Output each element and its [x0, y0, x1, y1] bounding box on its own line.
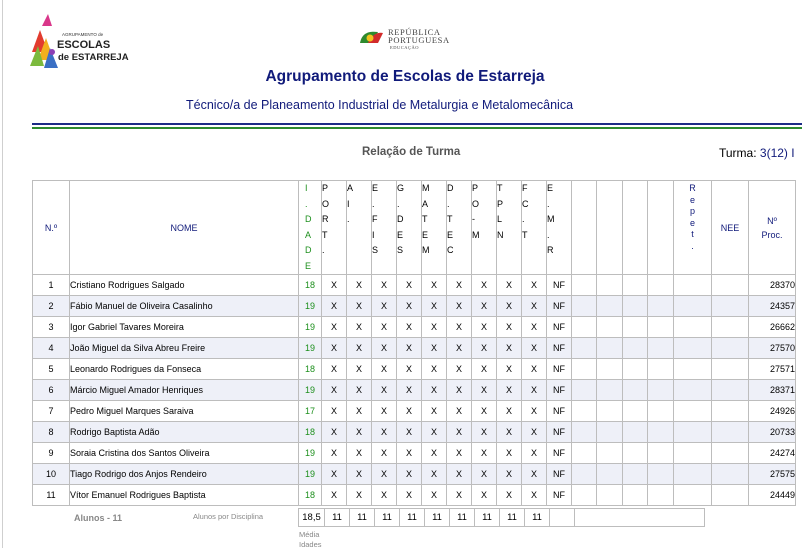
empty-cell: [597, 464, 623, 485]
empty-cell: [623, 338, 648, 359]
subject-mark: X: [372, 275, 397, 296]
col-header-subject: E . F I S: [372, 181, 397, 275]
subject-mark: X: [322, 359, 347, 380]
turma-label: Turma:: [719, 146, 757, 160]
subject-mark: X: [347, 401, 372, 422]
student-age: 18: [299, 359, 322, 380]
subject-count: 11: [525, 509, 550, 527]
process-number: 24274: [749, 443, 796, 464]
empty-cell: [648, 485, 674, 506]
subject-mark: NF: [547, 443, 572, 464]
subject-mark: X: [447, 338, 472, 359]
subject-mark: X: [347, 317, 372, 338]
header-rule-green: [32, 127, 802, 129]
turma-info: [719, 146, 795, 160]
empty-cell: [674, 317, 712, 338]
subject-mark: X: [397, 380, 422, 401]
empty-cell: [597, 296, 623, 317]
subject-mark: X: [497, 485, 522, 506]
empty-cell: [648, 401, 674, 422]
nee-cell: [712, 485, 749, 506]
empty-cell: [572, 401, 597, 422]
col-header-empty: [648, 181, 674, 275]
empty-cell: [623, 296, 648, 317]
student-name: Leonardo Rodrigues da Fonseca: [70, 359, 299, 380]
empty-cell: [572, 275, 597, 296]
col-header-proc: Nº Proc.: [749, 181, 796, 275]
subject-mark: X: [497, 338, 522, 359]
subject-mark: X: [372, 380, 397, 401]
empty-cell: [674, 422, 712, 443]
subject-mark: X: [497, 359, 522, 380]
subject-mark: X: [422, 317, 447, 338]
students-per-subject-label: Alunos por Disciplina: [193, 512, 264, 521]
col-header-subject: E . M . R: [547, 181, 572, 275]
subject-mark: X: [497, 380, 522, 401]
subject-count: 11: [400, 509, 425, 527]
col-header-subject: G . D E S: [397, 181, 422, 275]
subject-mark: X: [322, 443, 347, 464]
col-header-empty: [597, 181, 623, 275]
table-row: [33, 422, 796, 443]
subject-mark: X: [322, 380, 347, 401]
subject-mark: X: [397, 464, 422, 485]
subject-mark: X: [372, 296, 397, 317]
student-age: 19: [299, 443, 322, 464]
process-number: 27571: [749, 359, 796, 380]
student-number: 4: [33, 338, 70, 359]
process-number: 27575: [749, 464, 796, 485]
empty-cell: [572, 380, 597, 401]
empty-cell: [597, 380, 623, 401]
subject-mark: NF: [547, 275, 572, 296]
nee-cell: [712, 443, 749, 464]
table-row: [33, 317, 796, 338]
empty-cell: [648, 317, 674, 338]
subject-mark: NF: [547, 338, 572, 359]
student-age: 19: [299, 338, 322, 359]
student-number: 6: [33, 380, 70, 401]
empty-cell: [674, 359, 712, 380]
nee-cell: [712, 464, 749, 485]
subject-mark: X: [322, 296, 347, 317]
empty-cell: [623, 464, 648, 485]
student-age: 18: [299, 485, 322, 506]
turma-value: 3(12) I: [759, 146, 795, 160]
col-header-subject: M A T E M: [422, 181, 447, 275]
nee-cell: [712, 359, 749, 380]
empty-cell: [674, 296, 712, 317]
subject-mark: X: [497, 275, 522, 296]
subject-mark: X: [472, 380, 497, 401]
empty-cell: [597, 275, 623, 296]
subject-mark: X: [497, 401, 522, 422]
subject-mark: X: [472, 485, 497, 506]
empty-cell: [623, 359, 648, 380]
empty-cell: [597, 317, 623, 338]
subject-mark: X: [347, 338, 372, 359]
nee-cell: [712, 317, 749, 338]
empty-cell: [597, 485, 623, 506]
student-age: 18: [299, 275, 322, 296]
subject-mark: X: [472, 275, 497, 296]
subject-mark: X: [522, 485, 547, 506]
subject-mark: X: [422, 401, 447, 422]
empty-cell: [572, 338, 597, 359]
subject-mark: X: [447, 380, 472, 401]
empty-cell: [674, 380, 712, 401]
subject-mark: X: [322, 485, 347, 506]
process-number: 24926: [749, 401, 796, 422]
col-header-repet: R e p e t .: [674, 181, 712, 275]
nee-cell: [712, 275, 749, 296]
subject-mark: X: [347, 380, 372, 401]
col-header-subject: T P L N: [497, 181, 522, 275]
col-header-name: NOME: [70, 181, 299, 275]
subject-mark: X: [372, 338, 397, 359]
student-number: 5: [33, 359, 70, 380]
table-row: [33, 443, 796, 464]
table-row: [33, 359, 796, 380]
empty-cell: [572, 317, 597, 338]
process-number: 24357: [749, 296, 796, 317]
empty-cell: [623, 443, 648, 464]
empty-cell: [674, 485, 712, 506]
subject-mark: X: [472, 443, 497, 464]
student-name: Pedro Miguel Marques Saraiva: [70, 401, 299, 422]
subject-mark: X: [447, 485, 472, 506]
page-title: Agrupamento de Escolas de Estarreja: [265, 68, 545, 85]
header-rule-blue: [32, 123, 802, 125]
subject-mark: X: [522, 317, 547, 338]
subject-mark: NF: [547, 296, 572, 317]
subject-mark: X: [347, 359, 372, 380]
subject-mark: X: [422, 338, 447, 359]
subject-mark: X: [347, 296, 372, 317]
subject-mark: X: [322, 464, 347, 485]
students-table: [32, 180, 796, 506]
student-age: 19: [299, 296, 322, 317]
nee-cell: [712, 296, 749, 317]
table-row: [33, 464, 796, 485]
student-name: Tiago Rodrigo dos Anjos Rendeiro: [70, 464, 299, 485]
subject-count: 11: [500, 509, 525, 527]
subject-mark: X: [347, 422, 372, 443]
empty-cell: [648, 338, 674, 359]
empty-cell: [648, 359, 674, 380]
subject-mark: X: [347, 464, 372, 485]
student-age: 18: [299, 422, 322, 443]
subject-mark: X: [472, 317, 497, 338]
subject-count: [575, 509, 705, 527]
process-number: 24449: [749, 485, 796, 506]
student-name: Fábio Manuel de Oliveira Casalinho: [70, 296, 299, 317]
empty-cell: [623, 317, 648, 338]
empty-cell: [572, 443, 597, 464]
subject-mark: X: [447, 422, 472, 443]
subject-mark: X: [522, 401, 547, 422]
table-row: [33, 380, 796, 401]
table-row: [33, 401, 796, 422]
svg-text:ESCOLAS: ESCOLAS: [57, 39, 111, 51]
subject-mark: X: [497, 464, 522, 485]
subject-count: [550, 509, 575, 527]
student-number: 10: [33, 464, 70, 485]
subject-mark: X: [372, 464, 397, 485]
escolas-estarreja-logo: [28, 12, 129, 70]
student-number: 1: [33, 275, 70, 296]
totals-row: [299, 509, 705, 527]
empty-cell: [648, 422, 674, 443]
subject-mark: X: [322, 422, 347, 443]
subject-mark: X: [397, 275, 422, 296]
subject-mark: X: [347, 485, 372, 506]
subject-mark: X: [422, 359, 447, 380]
empty-cell: [674, 464, 712, 485]
subject-mark: X: [497, 317, 522, 338]
empty-cell: [648, 380, 674, 401]
student-number: 3: [33, 317, 70, 338]
subject-mark: X: [447, 443, 472, 464]
process-number: 28371: [749, 380, 796, 401]
empty-cell: [648, 296, 674, 317]
empty-cell: [623, 401, 648, 422]
empty-cell: [623, 380, 648, 401]
subject-mark: X: [422, 380, 447, 401]
subject-mark: X: [522, 338, 547, 359]
average-age: 18,5: [299, 509, 325, 527]
subject-mark: X: [397, 296, 422, 317]
subject-mark: X: [422, 422, 447, 443]
col-header-subject: P O R T .: [322, 181, 347, 275]
subject-count: 11: [425, 509, 450, 527]
col-header-subject: A I .: [347, 181, 372, 275]
subject-mark: X: [522, 464, 547, 485]
col-header-age: I . D A D E: [299, 181, 322, 275]
svg-text:de ESTARREJA: de ESTARREJA: [58, 52, 129, 63]
student-number: 7: [33, 401, 70, 422]
empty-cell: [597, 443, 623, 464]
empty-cell: [674, 443, 712, 464]
empty-cell: [572, 296, 597, 317]
subject-count: 11: [325, 509, 350, 527]
nee-cell: [712, 401, 749, 422]
empty-cell: [623, 422, 648, 443]
student-name: Soraia Cristina dos Santos Oliveira: [70, 443, 299, 464]
student-name: João Miguel da Silva Abreu Freire: [70, 338, 299, 359]
subject-mark: X: [397, 401, 422, 422]
table-row: [33, 275, 796, 296]
subject-mark: X: [372, 422, 397, 443]
empty-cell: [674, 401, 712, 422]
nee-cell: [712, 422, 749, 443]
subject-mark: X: [322, 317, 347, 338]
subject-mark: X: [372, 317, 397, 338]
empty-cell: [597, 422, 623, 443]
subject-mark: X: [472, 338, 497, 359]
course-title: Técnico/a de Planeamento Industrial de Metalurgia e Metalomecânica: [186, 98, 574, 112]
nee-cell: [712, 380, 749, 401]
empty-cell: [648, 443, 674, 464]
empty-cell: [648, 275, 674, 296]
student-name: Igor Gabriel Tavares Moreira: [70, 317, 299, 338]
subject-mark: X: [422, 485, 447, 506]
subject-mark: X: [522, 296, 547, 317]
subject-mark: X: [422, 443, 447, 464]
subject-mark: X: [372, 443, 397, 464]
student-number: 9: [33, 443, 70, 464]
subject-mark: X: [522, 359, 547, 380]
subject-mark: X: [322, 275, 347, 296]
subject-mark: X: [497, 443, 522, 464]
subject-mark: X: [447, 317, 472, 338]
empty-cell: [597, 359, 623, 380]
totals-table: [298, 508, 705, 527]
subject-mark: X: [472, 401, 497, 422]
subject-mark: X: [372, 401, 397, 422]
subject-mark: X: [372, 359, 397, 380]
subject-mark: X: [397, 422, 422, 443]
empty-cell: [597, 401, 623, 422]
empty-cell: [572, 464, 597, 485]
subject-mark: NF: [547, 359, 572, 380]
subject-count: 11: [450, 509, 475, 527]
student-name: Márcio Miguel Amador Henriques: [70, 380, 299, 401]
col-header-subject: F C . T: [522, 181, 547, 275]
process-number: 20733: [749, 422, 796, 443]
subject-mark: X: [322, 401, 347, 422]
subject-count: 11: [350, 509, 375, 527]
subject-count: 11: [475, 509, 500, 527]
student-age: 19: [299, 380, 322, 401]
subject-mark: X: [447, 359, 472, 380]
table-row: [33, 338, 796, 359]
subject-mark: NF: [547, 317, 572, 338]
student-age: 19: [299, 317, 322, 338]
subject-mark: NF: [547, 464, 572, 485]
subject-mark: X: [472, 359, 497, 380]
table-row: [33, 485, 796, 506]
col-header-subject: P O - M: [472, 181, 497, 275]
student-name: Rodrigo Baptista Adão: [70, 422, 299, 443]
average-age-label: Média Idades: [299, 530, 322, 549]
empty-cell: [648, 464, 674, 485]
subject-mark: X: [397, 485, 422, 506]
subject-mark: X: [447, 275, 472, 296]
subject-mark: X: [397, 359, 422, 380]
subject-mark: X: [472, 296, 497, 317]
subject-mark: NF: [547, 485, 572, 506]
empty-cell: [674, 338, 712, 359]
student-age: 19: [299, 464, 322, 485]
subject-mark: X: [347, 275, 372, 296]
subject-mark: X: [447, 296, 472, 317]
subject-mark: X: [372, 485, 397, 506]
student-number: 8: [33, 422, 70, 443]
subject-mark: X: [522, 422, 547, 443]
student-name: Cristiano Rodrigues Salgado: [70, 275, 299, 296]
subject-mark: X: [422, 275, 447, 296]
col-header-subject: D . T E C: [447, 181, 472, 275]
subject-mark: X: [447, 401, 472, 422]
process-number: 28370: [749, 275, 796, 296]
subject-mark: X: [472, 464, 497, 485]
subject-mark: X: [322, 338, 347, 359]
subject-mark: X: [347, 443, 372, 464]
empty-cell: [623, 485, 648, 506]
process-number: 26662: [749, 317, 796, 338]
subject-mark: X: [447, 464, 472, 485]
republica-portuguesa-text: REPÚBLICA PORTUGUESA EDUCAÇÃO: [388, 27, 450, 50]
republica-portuguesa-emblem: [358, 29, 384, 45]
subject-mark: X: [397, 443, 422, 464]
subject-mark: NF: [547, 401, 572, 422]
col-header-nee: NEE: [712, 181, 749, 275]
process-number: 27570: [749, 338, 796, 359]
subject-mark: X: [522, 380, 547, 401]
empty-cell: [572, 359, 597, 380]
subject-mark: NF: [547, 380, 572, 401]
table-row: [33, 296, 796, 317]
col-header-number: N.º: [33, 181, 70, 275]
subject-mark: X: [422, 464, 447, 485]
subject-mark: X: [472, 422, 497, 443]
empty-cell: [674, 275, 712, 296]
section-title: Relação de Turma: [362, 146, 461, 158]
subject-mark: NF: [547, 422, 572, 443]
subject-mark: X: [497, 422, 522, 443]
subject-mark: X: [522, 443, 547, 464]
col-header-empty: [623, 181, 648, 275]
student-number: 11: [33, 485, 70, 506]
subject-mark: X: [397, 317, 422, 338]
students-count: Alunos - 11: [74, 513, 123, 523]
nee-cell: [712, 338, 749, 359]
empty-cell: [572, 422, 597, 443]
col-header-empty: [572, 181, 597, 275]
svg-text:AGRUPAMENTO de: AGRUPAMENTO de: [62, 32, 104, 37]
student-age: 17: [299, 401, 322, 422]
table-header-row: [33, 181, 796, 275]
empty-cell: [623, 275, 648, 296]
student-name: Vítor Emanuel Rodrigues Baptista: [70, 485, 299, 506]
empty-cell: [572, 485, 597, 506]
empty-cell: [597, 338, 623, 359]
subject-mark: X: [422, 296, 447, 317]
student-number: 2: [33, 296, 70, 317]
subject-mark: X: [397, 338, 422, 359]
subject-mark: X: [497, 296, 522, 317]
subject-count: 11: [375, 509, 400, 527]
subject-mark: X: [522, 275, 547, 296]
